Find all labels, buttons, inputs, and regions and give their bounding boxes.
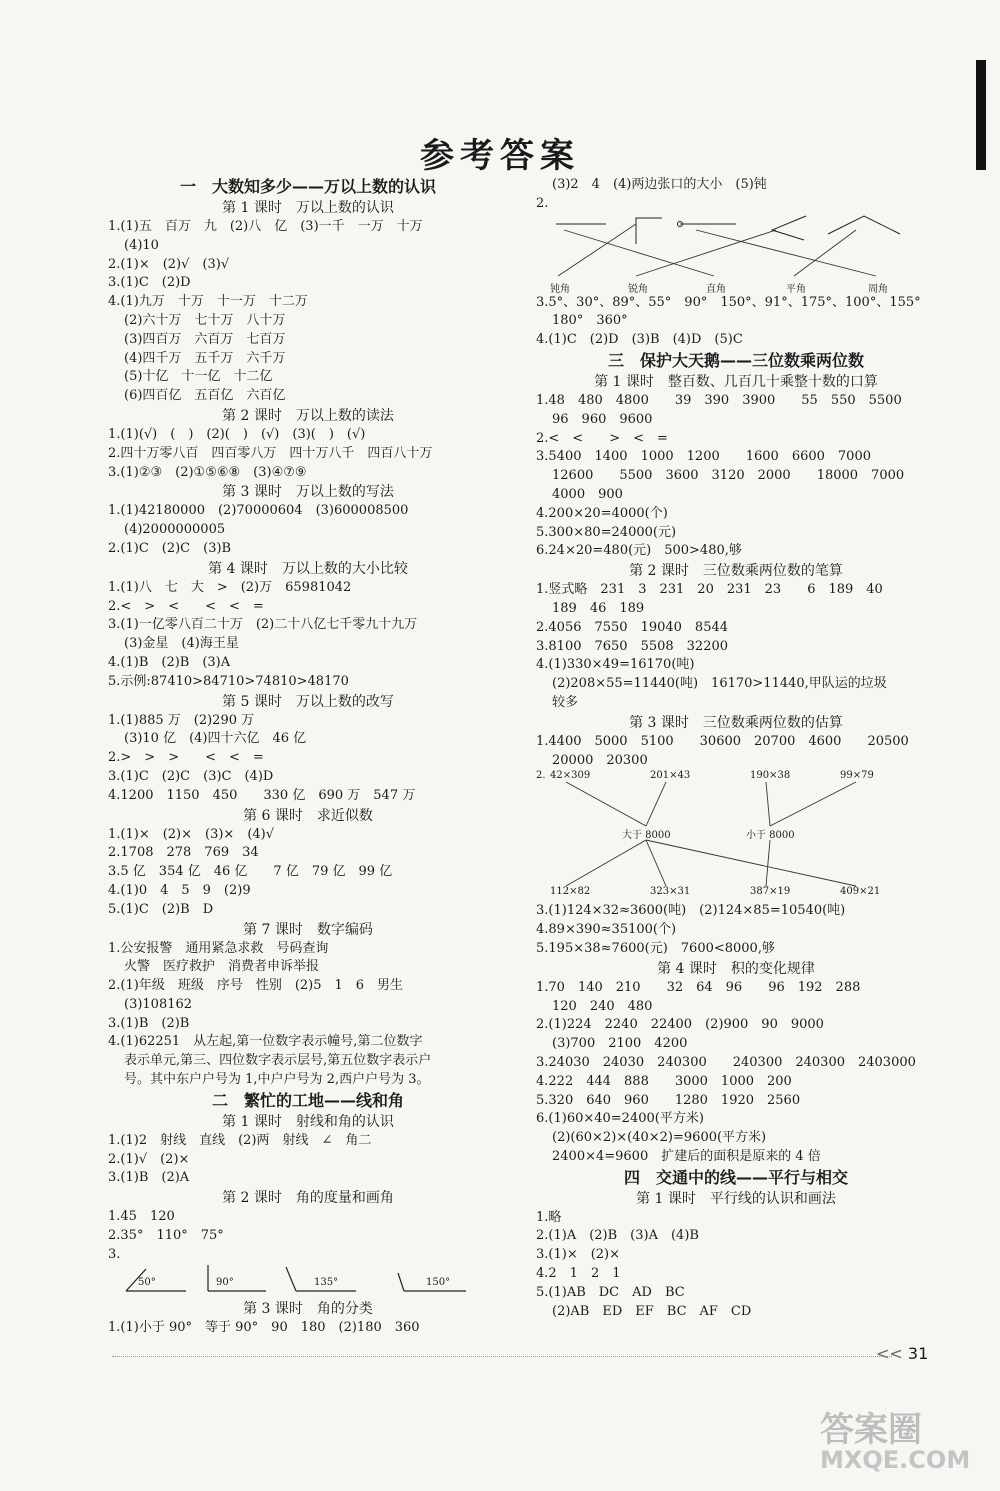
match-line-4 — [636, 230, 776, 276]
answer-line: 1.(1)2 射线 直线 (2)两 射线 ∠ 角二 — [108, 1132, 372, 1148]
shape-2-right-angle — [636, 218, 662, 244]
answer-line: 12600 5500 3600 3120 2000 18000 7000 — [552, 468, 905, 484]
answer-line: 3.24030 24030 240300 240300 240300 2403000 — [536, 1054, 916, 1070]
match-label-3: 直角 — [706, 283, 726, 295]
answer-line: 4.2 1 2 1 — [536, 1266, 621, 1282]
answer-line: 1.竖式略 231 3 231 20 231 23 6 189 40 — [536, 582, 883, 598]
answer-line: (4)四千万 五千万 六千万 — [124, 350, 286, 366]
page-title: 参考答案 — [420, 136, 580, 176]
answer-line: 1.(1)五 百万 九 (2)八 亿 (3)一千 一万 十万 — [108, 219, 423, 234]
answer-line: 1.(1)885 万 (2)290 万 — [108, 712, 255, 728]
angle-matching-figure — [536, 214, 936, 294]
chevron-left-icon: << — [876, 1344, 903, 1363]
angle-3-arm — [286, 1267, 296, 1291]
answer-line: 2.(1)× (2)√ (3)√ — [108, 256, 230, 272]
match-label-2: 锐角 — [628, 283, 648, 295]
answer-line: 3.5 亿 354 亿 46 亿 7 亿 79 亿 99 亿 — [108, 864, 393, 880]
answer-line: (2)(60×2)×(40×2)=9600(平方米) — [552, 1130, 767, 1146]
lesson-heading: 第 1 课时 整百数、几百几十乘整十数的口算 — [594, 373, 878, 390]
est-top-expr-2: 201×43 — [650, 770, 691, 782]
answer-line: 1.48 480 4800 39 390 3900 55 550 5500 — [536, 392, 902, 408]
answer-line: 2.35° 110° 75° — [108, 1228, 224, 1244]
est-bottom-expr-3: 387×19 — [750, 886, 791, 898]
answer-line: 4.(1)0 4 5 9 (2)9 — [108, 882, 251, 898]
answer-line: (3)金星 (4)海王星 — [124, 636, 239, 652]
answer-line: 较多 — [552, 694, 579, 710]
answer-line: 号。其中东户户号为 1,中户户号为 2,西户户号为 3。 — [124, 1072, 430, 1088]
answer-line: 4.89×390≈35100(个) — [536, 922, 677, 938]
estimation-svg — [536, 770, 936, 902]
right-column — [536, 176, 936, 1321]
section-heading: 一 大数知多少——万以上数的认识 — [179, 177, 436, 196]
est-bottom-expr-2: 323×31 — [650, 886, 691, 898]
est-top-expr-4: 99×79 — [840, 770, 874, 782]
lesson-heading: 第 2 课时 角的度量和画角 — [222, 1190, 394, 1207]
angle-4-arm — [398, 1273, 404, 1291]
shape-5-obtuse — [828, 216, 900, 234]
answer-line: 4.200×20=4000(个) — [536, 505, 668, 521]
answer-line: 3.8100 7650 5508 32200 — [536, 638, 729, 654]
answer-line: 3.(1)一亿零八百二十万 (2)二十八亿七千零九十九万 — [108, 617, 418, 633]
watermark-brand — [820, 1402, 922, 1451]
lesson-heading: 第 2 课时 万以上数的读法 — [222, 407, 394, 424]
answer-line: 4.(1)C (2)D (3)B (4)D (5)C — [536, 332, 743, 348]
answer-line: 5.300×80=24000(元) — [536, 524, 677, 540]
answer-line: (2)六十万 七十万 八十万 — [124, 312, 286, 328]
match-label-4: 平角 — [786, 283, 806, 295]
answer-line: (6)四百亿 五百亿 六百亿 — [124, 388, 286, 404]
lesson-heading: 第 3 课时 三位数乘两位数的估算 — [629, 714, 843, 731]
answer-line: (5)十亿 十一亿 十二亿 — [124, 369, 273, 385]
answer-line: 1.70 140 210 32 64 96 96 192 288 — [536, 979, 861, 995]
answer-line: 火警 医疗救护 消费者申诉举报 — [124, 959, 320, 975]
answer-line: 3.(1)C (2)C (3)C (4)D — [108, 768, 274, 784]
answer-line: 2.< < > < = — [536, 430, 668, 446]
answer-line: 1.(1)小于 90° 等于 90° 90 180 (2)180 360 — [108, 1319, 420, 1335]
answer-line: 4.(1)B (2)B (3)A — [108, 654, 231, 670]
lesson-heading: 第 3 课时 角的分类 — [243, 1300, 373, 1317]
angle-1-label: 50° — [138, 1276, 156, 1288]
answer-line: 3. — [108, 1246, 121, 1262]
page-number-value: 31 — [907, 1344, 929, 1363]
answer-line: (2)208×55=11440(吨) 16170>11440,甲队运的垃圾 — [552, 676, 887, 692]
answer-line: 3.(1)B (2)B — [108, 1015, 190, 1031]
answer-line: (3)700 2100 4200 — [552, 1036, 688, 1052]
answer-line: 6.(1)60×40=2400(平方米) — [536, 1111, 704, 1127]
answer-line: 3.(1)②③ (2)①⑤⑥⑧ (3)④⑦⑨ — [108, 464, 307, 480]
answer-line: 4000 900 — [552, 486, 623, 502]
match-line-5 — [794, 230, 856, 276]
answer-line: 5.(1)C (2)B D — [108, 901, 214, 917]
lesson-heading: 第 2 课时 三位数乘两位数的笔算 — [629, 563, 843, 580]
lesson-heading: 第 5 课时 万以上数的改写 — [222, 693, 394, 710]
answer-line: 5.195×38≈7600(元) 7600<8000,够 — [536, 940, 775, 956]
match-line-1 — [564, 230, 714, 276]
est-bottom-line-4 — [646, 840, 856, 886]
answer-line: 4.(1)62251 从左起,第一位数字表示幢号,第二位数字 — [108, 1034, 423, 1050]
watermark-site — [820, 1446, 970, 1474]
lesson-heading: 第 6 课时 求近似数 — [243, 807, 373, 824]
est-mid-label-1: 大于 8000 — [622, 830, 671, 842]
est-top-line-3 — [766, 782, 770, 826]
est-bottom-expr-4: 409×21 — [840, 886, 881, 898]
answer-line: (2)AB ED EF BC AF CD — [552, 1303, 752, 1319]
answer-line: 2.< > < < < = — [108, 598, 264, 614]
answer-line: 189 46 189 — [552, 600, 645, 616]
answer-line: 1.(1)× (2)× (3)× (4)√ — [108, 826, 275, 842]
answer-line: 3.(1)124×32≈3600(吨) (2)124×85=10540(吨) — [536, 903, 846, 919]
answer-line: 180° 360° — [552, 313, 628, 329]
answer-line: 2400×4=9600 扩建后的面积是原来的 4 倍 — [552, 1148, 821, 1164]
answer-line: 6.24×20=480(元) 500>480,够 — [536, 543, 742, 559]
answer-line: (3)2 4 (4)两边张口的大小 (5)钝 — [552, 177, 767, 192]
answer-line: 2.(1)年级 班级 序号 性别 (2)5 1 6 男生 — [108, 978, 404, 994]
answer-line: 2.四十万零八百 四百零八万 四十万八千 四百八十万 — [108, 445, 433, 461]
answer-line: 3.5400 1400 1000 1200 1600 6600 7000 — [536, 449, 871, 465]
est-top-line-4 — [770, 782, 856, 826]
est-bottom-line-1 — [566, 840, 646, 886]
answer-line: 1.4400 5000 5100 30600 20700 4600 20500 — [536, 733, 909, 749]
footer-rule — [112, 1356, 892, 1357]
watermark-brand-text: 答案圈 — [820, 1410, 922, 1450]
answer-line: 2.1708 278 769 34 — [108, 845, 259, 861]
est-top-expr-3: 190×38 — [750, 770, 791, 782]
left-column — [108, 176, 508, 1337]
answer-line: 120 240 480 — [552, 998, 653, 1014]
answer-line: 4.(1)九万 十万 十一万 十二万 — [108, 294, 308, 310]
answer-line: 4.222 444 888 3000 1000 200 — [536, 1073, 792, 1089]
lesson-heading: 第 3 课时 万以上数的写法 — [222, 484, 394, 501]
answer-line: 4.(1)330×49=16170(吨) — [536, 657, 695, 673]
estimation-figure — [536, 770, 936, 902]
est-top-line-2 — [646, 782, 666, 826]
lesson-heading: 第 4 课时 万以上数的大小比较 — [208, 560, 408, 577]
answer-line: 5.示例:87410>84710>74810>48170 — [108, 673, 349, 689]
answer-line: 3.(1)B (2)A — [108, 1170, 190, 1186]
est-mid-label-2: 小于 8000 — [746, 830, 795, 842]
answer-line: 5.(1)AB DC AD BC — [536, 1284, 685, 1300]
estimation-question-number: 2. — [536, 770, 546, 782]
watermark-site-text: MXQE.COM — [820, 1446, 971, 1474]
answer-line: 96 960 9600 — [552, 411, 653, 427]
answer-line: (4)2000000005 — [124, 522, 226, 538]
est-top-expr-1: 42×309 — [550, 770, 591, 782]
answer-line: 1.公安报警 通用紧急求救 号码查询 — [108, 940, 329, 956]
section-heading: 三 保护大天鹅——三位数乘两位数 — [607, 350, 864, 370]
match-line-3 — [696, 230, 876, 276]
lesson-heading: 第 1 课时 万以上数的认识 — [222, 200, 394, 216]
answer-line: 1.(1)42180000 (2)70000604 (3)600008500 — [108, 503, 409, 519]
lesson-heading: 第 1 课时 平行线的认识和画法 — [636, 1190, 836, 1207]
answer-line: (4)10 — [124, 237, 159, 253]
answer-line: 2.(1)C (2)C (3)B — [108, 540, 232, 556]
answer-line: 2.(1)224 2240 22400 (2)900 90 9000 — [536, 1017, 824, 1033]
answer-line: 3.5°、30°、89°、55° 90° 150°、91°、175°、100°、155° — [536, 294, 921, 310]
answer-line: 2.> > > < < = — [108, 750, 264, 766]
answer-line: 5.320 640 960 1280 1920 2560 — [536, 1092, 801, 1108]
answer-line: (3)四百万 六百万 七百万 — [124, 331, 286, 347]
answer-line: 2. — [536, 195, 549, 211]
est-bottom-line-3 — [766, 840, 770, 886]
section-heading: 二 繁忙的工地——线和角 — [211, 1090, 404, 1110]
match-label-5: 周角 — [868, 283, 888, 295]
est-bottom-line-2 — [646, 840, 666, 886]
lesson-heading: 第 1 课时 射线和角的认识 — [222, 1113, 394, 1130]
page-number — [876, 1344, 928, 1363]
answer-line: 1.略 — [536, 1209, 562, 1225]
answer-line: 4.1200 1150 450 330 亿 690 万 547 万 — [108, 787, 416, 803]
angle-4-label: 150° — [426, 1276, 451, 1288]
lesson-heading: 第 7 课时 数字编码 — [243, 921, 373, 938]
answer-line: 3.(1)× (2)× — [536, 1247, 621, 1263]
est-top-line-1 — [566, 782, 646, 826]
match-label-1: 钝角 — [550, 283, 570, 295]
answer-line: (3)10 亿 (4)四十六亿 46 亿 — [124, 731, 307, 747]
angle-2-label: 90° — [216, 1276, 234, 1288]
section-heading: 四 交通中的线——平行与相交 — [623, 1167, 848, 1187]
shape-4-acute — [772, 216, 806, 240]
answer-line: 1.45 120 — [108, 1209, 175, 1225]
answer-line: 3.(1)C (2)D — [108, 275, 191, 291]
angle-3-label: 135° — [314, 1276, 339, 1288]
answer-line: 2.(1)A (2)B (3)A (4)B — [536, 1228, 699, 1244]
answer-line: 1.(1)(√) ( ) (2)( ) (√) (3)( ) (√) — [108, 426, 366, 442]
est-bottom-expr-1: 112×82 — [550, 886, 591, 898]
answer-line: 表示单元,第三、四位数字表示层号,第五位数字表示户 — [124, 1053, 432, 1069]
angle-drawings — [108, 1265, 508, 1299]
lesson-heading: 第 4 课时 积的变化规律 — [657, 960, 815, 977]
answer-line: 2.(1)√ (2)× — [108, 1151, 190, 1167]
answer-line: 1.(1)八 七 大 > (2)万 65981042 — [108, 579, 352, 595]
answer-line: (3)108162 — [124, 996, 193, 1012]
answer-line: 20000 20300 — [552, 752, 648, 768]
answer-line: 2.4056 7550 19040 8544 — [536, 619, 729, 635]
